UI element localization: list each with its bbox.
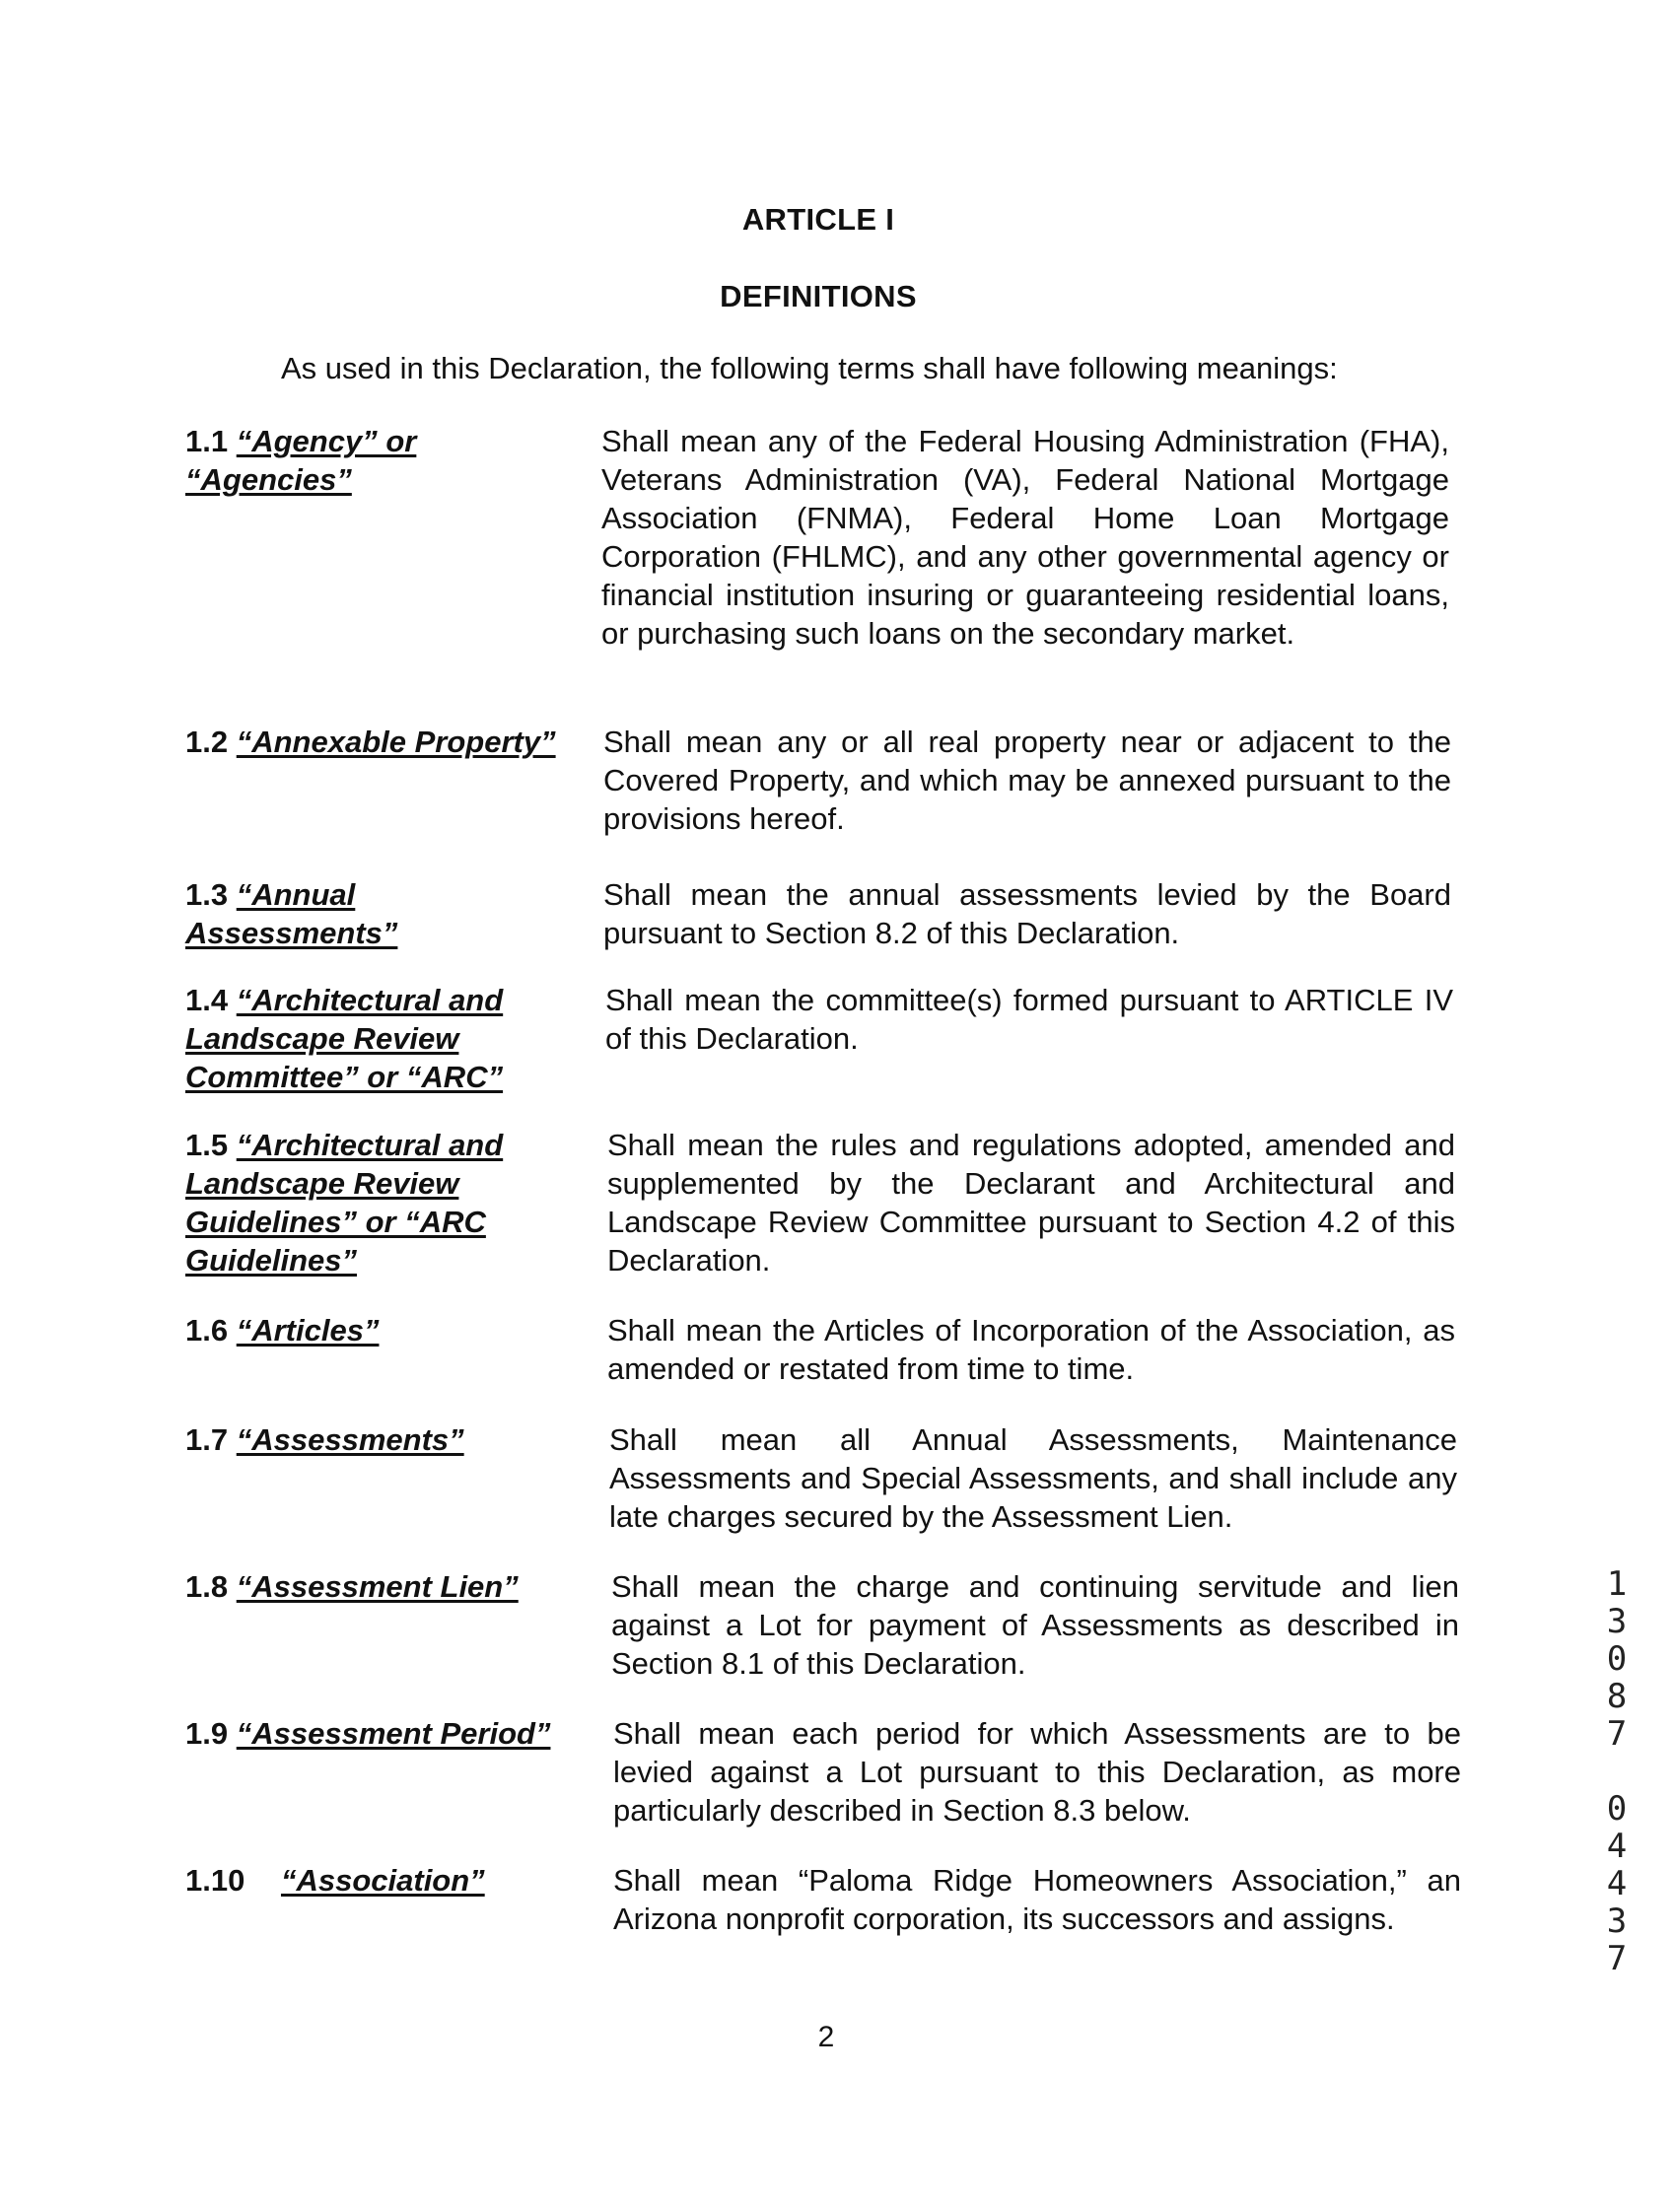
definition-term — [185, 1861, 580, 1900]
page-number: 2 — [817, 2021, 835, 2053]
definition-number: 1.6 — [185, 1313, 229, 1348]
definition-number: 1.4 — [185, 983, 229, 1017]
definition-number: 1.8 — [185, 1569, 229, 1604]
definition-term — [185, 1311, 560, 1349]
definition-term — [185, 1420, 560, 1459]
stamp-part-1: 13087 — [1606, 1564, 1628, 1754]
definition-term-name: “Agency” or “Agencies” — [185, 424, 417, 497]
definition-term-name: “Association” — [280, 1863, 485, 1898]
article-heading: ARTICLE I — [741, 202, 895, 237]
section-heading: DEFINITIONS — [720, 279, 917, 313]
definition-term-name: “Architectural and Landscape Review Committee” or “ARC” — [185, 983, 504, 1094]
definition-text: Shall mean the Articles of Incorporation of the Association, as amended or restated from time to time. — [607, 1313, 1455, 1386]
definition-number: 1.1 — [185, 424, 229, 458]
definition-text: Shall mean any or all real property near or adjacent to the Covered Property, and which may be annexed pursuant to the provisions hereof. — [603, 725, 1451, 836]
definition-term — [185, 422, 442, 499]
definition-number: 1.2 — [185, 725, 229, 759]
definition-text: Shall mean any of the Federal Housing Administration (FHA), Veterans Administration (VA), Federal National Mortgage Association (FNMA), Federal Home Loan Mortgage Corporation (FHLMC), and any other governmental agency or financial institution insuring or guaranteeing residential loans, or purchasing such loans on the secondary market. — [601, 424, 1449, 651]
definition-text: Shall mean the committee(s) formed pursuant to ARTICLE IV of this Declaration. — [605, 983, 1453, 1056]
definition-text: Shall mean the rules and regulations adopted, amended and supplemented by the Declarant and Architectural and Landscape Review Committee pursuant to Section 4.2 of this Declaration. — [607, 1128, 1455, 1278]
definition-term-name: “Annual Assessments” — [185, 877, 398, 950]
definition-text: Shall mean all Annual Assessments, Maintenance Assessments and Special Assessments, and shall include any late charges secured by the Assessment Lien. — [609, 1422, 1457, 1534]
definition-number: 1.9 — [185, 1716, 229, 1751]
recording-number-stamp — [1597, 1565, 1637, 1977]
stamp-part-2: 04437 — [1606, 1789, 1628, 1978]
definition-term — [185, 875, 442, 952]
definition-number: 1.5 — [185, 1128, 229, 1162]
definition-number: 1.3 — [185, 877, 229, 912]
definition-term-name: “Assessments” — [236, 1422, 464, 1457]
definition-term — [185, 981, 560, 1096]
definition-term — [185, 1714, 599, 1753]
definition-text: Shall mean “Paloma Ridge Homeowners Association,” an Arizona nonprofit corporation, its successors and assigns. — [613, 1863, 1461, 1936]
definition-term-name: “Assessment Lien” — [236, 1569, 519, 1604]
definition-term-name: “Articles” — [236, 1313, 380, 1348]
definition-term — [185, 1126, 560, 1279]
definition-number: 1.10 — [185, 1863, 245, 1898]
intro-paragraph: As used in this Declaration, the following terms shall have following meanings: — [281, 351, 1338, 385]
definition-text: Shall mean each period for which Assessments are to be levied against a Lot pursuant to this Declaration, as more particularly described in Section 8.3 below. — [613, 1716, 1461, 1828]
definition-term-name: “Architectural and Landscape Review Guidelines” or “ARC Guidelines” — [185, 1128, 504, 1278]
definition-term — [185, 723, 619, 761]
definition-term-name: “Annexable Property” — [236, 725, 556, 759]
definition-text: Shall mean the charge and continuing servitude and lien against a Lot for payment of Assessments as described in Section 8.1 of this Declaration. — [611, 1569, 1459, 1681]
definition-term — [185, 1567, 580, 1606]
definition-text: Shall mean the annual assessments levied by the Board pursuant to Section 8.2 of this Declaration. — [603, 877, 1451, 950]
definition-number: 1.7 — [185, 1422, 229, 1457]
definition-term-name: “Assessment Period” — [236, 1716, 551, 1751]
